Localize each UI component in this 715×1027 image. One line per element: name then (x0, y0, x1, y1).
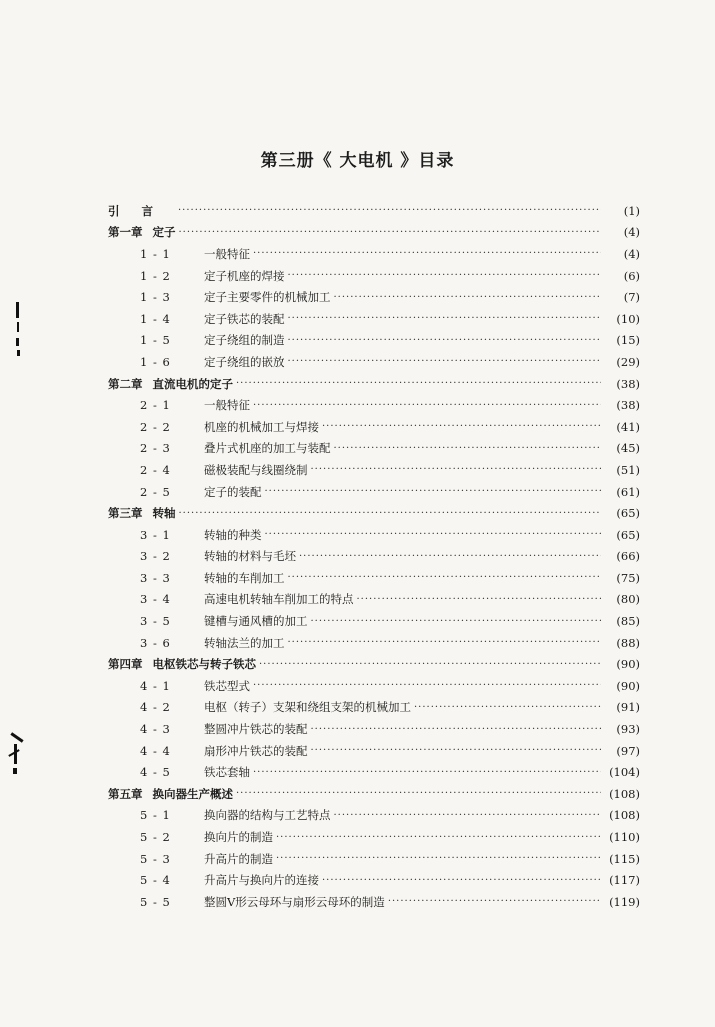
page-number: (93) (616, 722, 640, 737)
entry-title: 转轴法兰的加工 (204, 635, 285, 650)
entry-title: 定子铁芯的装配 (204, 311, 285, 326)
toc-section-row (108, 589, 640, 611)
page-number: (29) (616, 354, 640, 369)
entry-title: 磁极装配与线圈绕制 (204, 462, 308, 477)
entry-title: 一般特征 (204, 398, 250, 413)
section-number: 2 - 5 (140, 484, 171, 499)
page-number: (1) (623, 203, 640, 218)
section-number: 2 - 3 (140, 441, 171, 456)
section-number: 1 - 2 (140, 268, 171, 283)
entry-title: 定子绕组的制造 (204, 333, 285, 348)
toc-section-row (108, 610, 640, 632)
dot-leader (288, 572, 602, 583)
dot-leader (311, 464, 602, 475)
section-number: 1 - 1 (140, 246, 171, 261)
page-number: (75) (616, 570, 640, 585)
page-number: (108) (609, 786, 640, 801)
dot-leader (253, 767, 601, 778)
entry-title: 定子 (152, 225, 176, 240)
entry-title: 电枢铁芯与转子铁芯 (152, 657, 256, 672)
chapter-label: 第五章 (108, 786, 143, 801)
page-number: (10) (616, 311, 640, 326)
page-number: (88) (616, 635, 640, 650)
toc-chapter-row (108, 373, 640, 395)
dot-leader (179, 227, 602, 238)
page-number: (38) (616, 398, 640, 413)
toc-section-row (108, 524, 640, 546)
section-number: 4 - 2 (140, 700, 171, 715)
dot-leader (178, 205, 601, 216)
toc-section-row (108, 567, 640, 589)
page-number: (85) (616, 614, 640, 629)
section-number: 2 - 1 (140, 398, 171, 413)
toc-section-row (108, 438, 640, 460)
toc-section-row (108, 394, 640, 416)
toc-chapter-row (108, 783, 640, 805)
toc-section-row (108, 805, 640, 827)
dot-leader (253, 248, 601, 259)
dot-leader (311, 724, 602, 735)
section-number: 2 - 4 (140, 462, 171, 477)
dot-leader (265, 486, 602, 497)
section-number: 4 - 4 (140, 743, 171, 758)
dot-leader (311, 745, 602, 756)
toc-section-row (108, 718, 640, 740)
entry-title: 一般特征 (204, 246, 250, 261)
section-number: 3 - 4 (140, 592, 171, 607)
page-number: (38) (616, 376, 640, 391)
chapter-label: 第二章 (108, 376, 143, 391)
page-number: (66) (616, 549, 640, 564)
page-number: (61) (616, 484, 640, 499)
page-number: (51) (616, 462, 640, 477)
section-number: 5 - 5 (140, 894, 171, 909)
dot-leader (288, 270, 602, 281)
toc-section-row (108, 632, 640, 654)
dot-leader (288, 335, 602, 346)
dot-leader (414, 702, 601, 713)
toc-chapter-row (108, 502, 640, 524)
entry-title: 升高片与换向片的连接 (204, 873, 319, 888)
entry-title: 直流电机的定子 (152, 376, 233, 391)
page-number: (6) (623, 268, 640, 283)
toc-section-row (108, 869, 640, 891)
page-number: (45) (616, 441, 640, 456)
toc-section-row (108, 265, 640, 287)
section-number: 4 - 1 (140, 678, 171, 693)
chapter-label: 第一章 (108, 225, 143, 240)
section-number: 3 - 2 (140, 549, 171, 564)
dot-leader (253, 400, 601, 411)
section-number: 2 - 2 (140, 419, 171, 434)
entry-title: 铁芯型式 (204, 678, 250, 693)
entry-title: 换向片的制造 (204, 830, 273, 845)
entry-title: 转轴的材料与毛坯 (204, 549, 296, 564)
entry-title: 定子主要零件的机械加工 (204, 290, 331, 305)
toc-section-row (108, 848, 640, 870)
toc-chapter-row (108, 653, 640, 675)
entry-title: 定子机座的焊接 (204, 268, 285, 283)
entry-title: 电枢（转子）支架和绕组支架的机械加工 (204, 700, 411, 715)
page-number: (108) (609, 808, 640, 823)
entry-title: 引言 (108, 203, 175, 218)
toc-chapter-row (108, 222, 640, 244)
entry-title: 叠片式机座的加工与装配 (204, 441, 331, 456)
dot-leader (236, 378, 601, 389)
dot-leader (388, 896, 601, 907)
page-number: (97) (616, 743, 640, 758)
toc-section-row (108, 308, 640, 330)
entry-title: 铁芯套轴 (204, 765, 250, 780)
section-number: 1 - 5 (140, 333, 171, 348)
page-number: (91) (616, 700, 640, 715)
table-of-contents (108, 200, 640, 913)
entry-title: 键槽与通风槽的加工 (204, 614, 308, 629)
dot-leader (288, 313, 602, 324)
toc-section-row (108, 675, 640, 697)
dot-leader (322, 875, 601, 886)
section-number: 4 - 5 (140, 765, 171, 780)
chapter-label: 第三章 (108, 506, 143, 521)
dot-leader (276, 832, 601, 843)
dot-leader (265, 529, 602, 540)
toc-section-row (108, 546, 640, 568)
section-number: 3 - 5 (140, 614, 171, 629)
entry-title: 高速电机转轴车削加工的特点 (204, 592, 354, 607)
section-number: 5 - 1 (140, 808, 171, 823)
dot-leader (276, 853, 601, 864)
entry-title: 定子绕组的嵌放 (204, 354, 285, 369)
toc-section-row (108, 459, 640, 481)
dot-leader (259, 659, 601, 670)
page-number: (7) (623, 290, 640, 305)
section-number: 4 - 3 (140, 722, 171, 737)
page-number: (15) (616, 333, 640, 348)
toc-section-row (108, 243, 640, 265)
entry-title: 机座的机械加工与焊接 (204, 419, 319, 434)
section-number: 5 - 2 (140, 830, 171, 845)
page-number: (90) (616, 678, 640, 693)
dot-leader (334, 292, 602, 303)
entry-title: 整圆V形云母环与扇形云母环的制造 (204, 894, 385, 909)
entry-title: 升高片的制造 (204, 851, 273, 866)
dot-leader (357, 594, 602, 605)
page-number: (90) (616, 657, 640, 672)
page-number: (110) (609, 830, 640, 845)
toc-section-row (108, 891, 640, 913)
toc-section-row (108, 351, 640, 373)
page-number: (104) (609, 765, 640, 780)
section-number: 1 - 3 (140, 290, 171, 305)
toc-section-row (108, 481, 640, 503)
entry-title: 整圆冲片铁芯的装配 (204, 722, 308, 737)
toc-section-row (108, 740, 640, 762)
dot-leader (288, 356, 602, 367)
entry-title: 转轴的车削加工 (204, 570, 285, 585)
dot-leader (322, 421, 601, 432)
dot-leader (236, 788, 601, 799)
toc-section-row (108, 416, 640, 438)
dot-leader (253, 680, 601, 691)
section-number: 5 - 3 (140, 851, 171, 866)
dot-leader (288, 637, 602, 648)
entry-title: 换向器生产概述 (152, 786, 233, 801)
page-number: (65) (616, 506, 640, 521)
entry-title: 定子的装配 (204, 484, 262, 499)
toc-section-row (108, 330, 640, 352)
entry-title: 扇形冲片铁芯的装配 (204, 743, 308, 758)
section-number: 3 - 1 (140, 527, 171, 542)
entry-title: 换向器的结构与工艺特点 (204, 808, 331, 823)
dot-leader (334, 810, 602, 821)
dot-leader (179, 508, 602, 519)
page-number: (4) (623, 246, 640, 261)
toc-section-row (108, 761, 640, 783)
dot-leader (334, 443, 602, 454)
page-number: (80) (616, 592, 640, 607)
section-number: 3 - 6 (140, 635, 171, 650)
toc-section-row (108, 697, 640, 719)
page-number: (119) (609, 894, 640, 909)
toc-section-row (108, 826, 640, 848)
section-number: 5 - 4 (140, 873, 171, 888)
toc-intro-row (108, 200, 640, 222)
section-number: 1 - 4 (140, 311, 171, 326)
page-number: (117) (609, 873, 640, 888)
page-number: (4) (623, 225, 640, 240)
toc-section-row (108, 286, 640, 308)
chapter-label: 第四章 (108, 657, 143, 672)
section-number: 1 - 6 (140, 354, 171, 369)
entry-title: 转轴 (152, 506, 176, 521)
page-number: (41) (616, 419, 640, 434)
page-number: (65) (616, 527, 640, 542)
entry-title: 转轴的种类 (204, 527, 262, 542)
page-number: (115) (609, 851, 640, 866)
section-number: 3 - 3 (140, 570, 171, 585)
page-title: 第三册《 大电机 》目录 (260, 151, 455, 171)
dot-leader (299, 551, 601, 562)
dot-leader (311, 616, 602, 627)
